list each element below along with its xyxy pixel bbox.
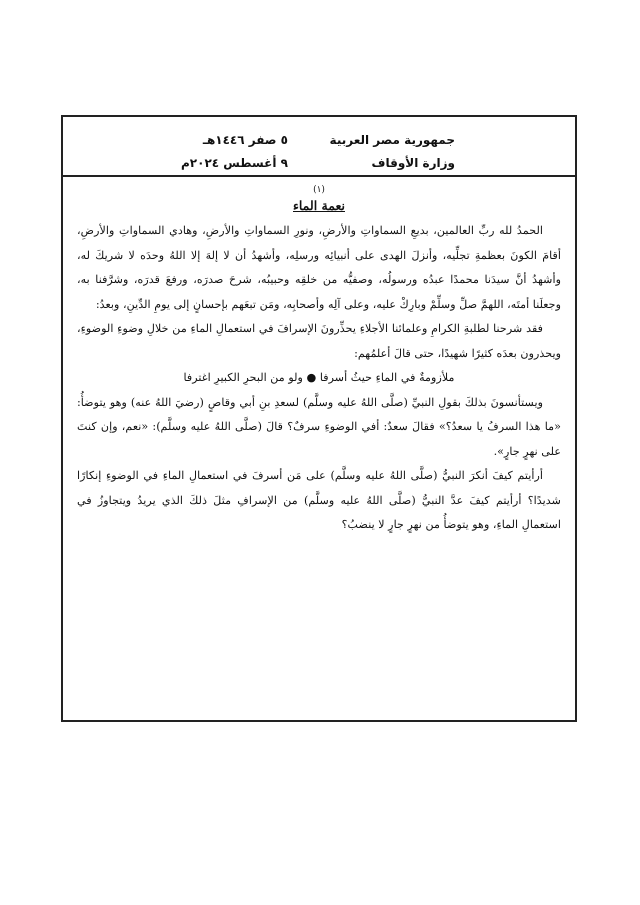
page-number: (١): [313, 185, 325, 195]
date-block: [181, 129, 288, 175]
document-frame: [61, 115, 577, 722]
country-name: جمهورية مصر العربية: [329, 133, 455, 147]
gregorian-date: ٩ أغسطس ٢٠٢٤م: [181, 156, 288, 170]
document-title: نعمة الماء: [293, 198, 345, 213]
paragraph-warning: فقد شرحنا لطلبةِ الكرامِ وعلمائنا الأجلاءِ يحذِّرونَ الإسرافَ في استعمالِ الماءِ من خلالِ وضوءِ الوضوءِ، ويحذرون بعدَه كثيرًا شهيدًا، حتى قالَ أعلمُهم:: [77, 322, 561, 360]
issuer-block: [330, 129, 455, 175]
document-header: [63, 117, 575, 177]
ministry-name: وزارة الأوقاف: [371, 156, 455, 170]
paragraph-intro: الحمدُ لله ربِّ العالمين، بديعِ السماواتِ والأرضِ، ونورِ السماواتِ والأرضِ، وهادي السماواتِ والأرضِ، أقامَ الكونَ بعظمةِ تجلِّيه، وأنزلَ الهدى على أنبيائِه ورسلِه، وأشهدُ أن لا إلهَ إلا اللهُ وحدَه لا شريكَ له، وأشهدُ أنَّ سيدَنا محمدًا عبدُه ورسولُه، وصفيُّه من خلقِه وحبيبُه، شرحَ صدرَه، ورفعَ قدرَه، وشرَّفنا به، وجعلَنا أمتَه، اللهمَّ صلِّ وسلِّمْ وبارِكْ عليه، وعلى آلِه وأصحابِه، ومَن تبعَهم بإحسانٍ إلى يومِ الدِّينِ، وبعدُ:: [77, 224, 561, 311]
paragraph-reflection: أرأيتم كيفَ أنكرَ النبيُّ (صلَّى اللهُ عليه وسلَّم) على مَن أسرفَ في استعمالِ الماءِ في الوضوءِ إنكارًا شديدًا؟ أرأيتم كيفَ عدَّ النبيُّ (صلَّى اللهُ عليه وسلَّم) من الإسرافِ مثلَ ذلكَ الذي يريدُ ويتجاوزُ في استعمالِ الماءِ، وهو يتوضأُ من نهرٍ جارٍ لا ينضبُ؟: [77, 469, 561, 531]
hijri-date: ٥ صفر ١٤٤٦هـ: [202, 133, 288, 147]
document-body: [77, 183, 561, 538]
poetry-verse: ملأزومةٌ في الماءِ حيثُ أسرفا ● ولو من البحرِ الكبيرِ اغترفا: [183, 371, 455, 384]
paragraph-hadith: ويستأنسونَ بذلكَ بقولِ النبيِّ (صلَّى اللهُ عليه وسلَّم) لسعدِ بنِ أبي وقاصٍ (رضيَ اللهُ عنه) وهو يتوضأُ: «ما هذا السرفُ يا سعدُ؟» فقالَ سعدٌ: أفي الوضوءِ سرفٌ؟ قالَ (صلَّى اللهُ عليه وسلَّم): «نعم، وإن كنتَ على نهرٍ جارٍ».: [77, 395, 561, 458]
